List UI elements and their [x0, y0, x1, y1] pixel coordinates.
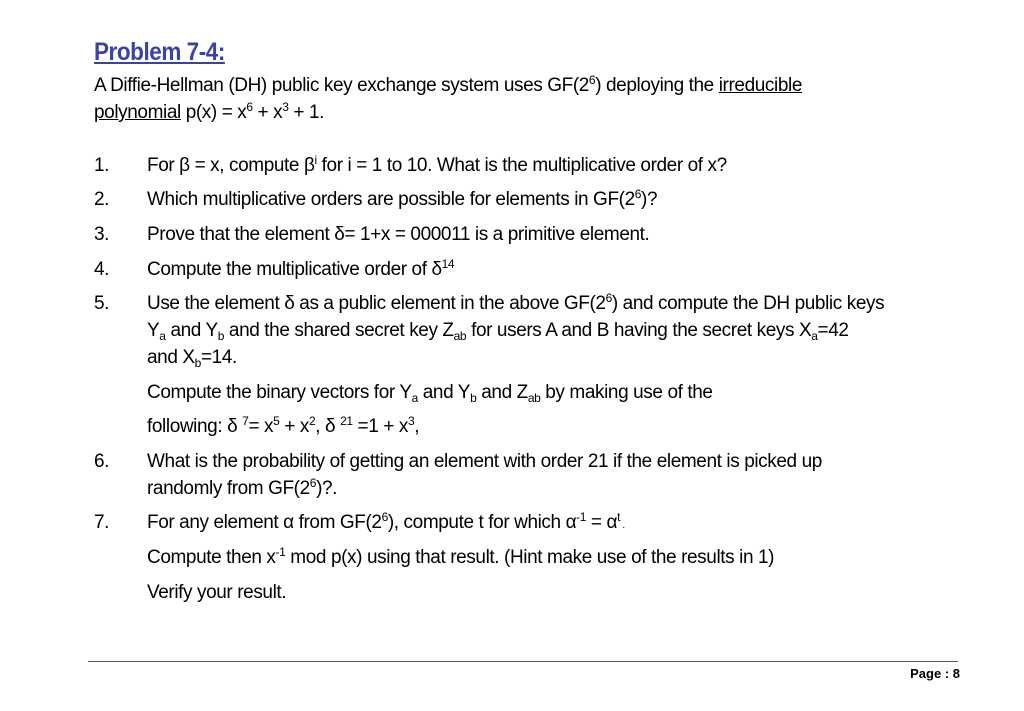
q7-text: . [620, 520, 625, 531]
intro-text: p(x) = x [180, 102, 247, 123]
page-number: Page : 8 [910, 666, 960, 681]
item-number: 4. [94, 259, 110, 280]
q5-line5 [147, 413, 419, 440]
page-title: Problem 7-4: [94, 38, 225, 66]
item-number: 2. [94, 189, 110, 210]
q7-text: ), compute t for which α [387, 512, 577, 533]
q5-text: =42 [817, 320, 849, 341]
intro-text: ) deploying the [595, 75, 719, 96]
q6-text: randomly from GF(2 [147, 478, 310, 499]
q2-text: )? [641, 189, 658, 210]
q5-sub: b [217, 329, 225, 343]
item-number: 6. [94, 451, 110, 472]
q5-text: = x [248, 416, 274, 437]
irreducible-link: irreducible [718, 75, 802, 96]
q4-sup: 14 [441, 257, 455, 271]
polynomial-link: polynomial [94, 102, 181, 123]
q5-text: ) and compute the DH public keys [611, 293, 885, 314]
item-number: 7. [94, 512, 110, 533]
intro-text: A Diffie-Hellman (DH) public key exchange system uses GF(2 [94, 75, 589, 96]
q5-sub: ab [527, 391, 541, 405]
q5-sup: 2 [308, 414, 316, 428]
q5-text: Compute the binary vectors for Y [147, 382, 412, 403]
item-number: 5. [94, 293, 110, 314]
q7-sup: 6 [381, 510, 388, 524]
q6-line2 [147, 475, 337, 502]
intro-text: + x [252, 102, 283, 123]
q6-text: )?. [316, 478, 338, 499]
item-number: 3. [94, 224, 110, 245]
problem-intro [94, 72, 894, 126]
intro-sup: 3 [282, 100, 289, 114]
q7-line3: Verify your result. [147, 582, 287, 603]
q5-sub: ab [453, 329, 467, 343]
item-text [147, 152, 727, 179]
q5-text: following: δ [147, 416, 243, 437]
intro-text: + 1. [288, 102, 325, 123]
item-text [147, 290, 884, 317]
q7-sup: -1 [275, 545, 286, 559]
q5-sup: 6 [605, 291, 612, 305]
q5-text: , [414, 416, 420, 437]
q5-sup: 5 [273, 414, 280, 428]
q5-text: , δ [315, 416, 341, 437]
q7-sup: -1 [576, 510, 587, 524]
q5-line3 [147, 344, 237, 371]
q2-text: Which multiplicative orders are possible for elements in GF(2 [147, 189, 635, 210]
q5-text: and Z [476, 382, 528, 403]
q4-text: Compute the multiplicative order of δ [147, 259, 442, 280]
q7-text: mod p(x) using that result. (Hint make use of the results in 1) [285, 547, 775, 568]
footer-divider [88, 661, 958, 662]
q5-sub: a [411, 391, 418, 405]
q2-sup: 6 [634, 187, 642, 201]
q5-sub: a [811, 329, 818, 343]
q7-sup: t [617, 510, 621, 524]
item-text: Prove that the element δ= 1+x = 000011 is a primitive element. [147, 224, 650, 245]
q5-text: =14. [200, 347, 237, 368]
q5-text: =1 + x [352, 416, 408, 437]
q7-line2 [147, 544, 774, 571]
q1-sup: i [314, 153, 317, 167]
item-text [147, 186, 657, 213]
q7-text: Compute then x [147, 547, 276, 568]
q5-sup: 3 [407, 414, 415, 428]
q5-sup: 7 [242, 414, 249, 428]
q1-text: For β = x, compute β [147, 155, 315, 176]
q5-sub: a [159, 329, 166, 343]
q5-text: + x [279, 416, 309, 437]
q6-sup: 6 [309, 476, 317, 490]
q5-sub: b [470, 391, 477, 405]
intro-sup: 6 [588, 73, 596, 87]
q5-text: and Y [165, 320, 218, 341]
q5-text: and Y [417, 382, 471, 403]
q5-text: Y [147, 320, 160, 341]
q5-sub: b [194, 356, 201, 370]
q5-line2 [147, 317, 849, 344]
q7-text: = α [586, 512, 618, 533]
q5-text: and the shared secret key Z [224, 320, 454, 341]
item-text: What is the probability of getting an element with order 21 if the element is picked up [147, 451, 822, 472]
q1-text: for i = 1 to 10. What is the multiplicative order of x? [316, 155, 727, 176]
q5-line4 [147, 379, 713, 406]
intro-sup: 6 [246, 100, 253, 114]
q5-text: by making use of the [540, 382, 713, 403]
q5-sup: 21 [340, 414, 353, 428]
item-text [147, 256, 454, 283]
q5-text: and X [147, 347, 195, 368]
q5-text: for users A and B having the secret keys X [466, 320, 812, 341]
item-text [147, 509, 625, 539]
q7-text: For any element α from GF(2 [147, 512, 382, 533]
q5-text: Use the element δ as a public element in the above GF(2 [147, 293, 606, 314]
item-number: 1. [94, 155, 110, 176]
